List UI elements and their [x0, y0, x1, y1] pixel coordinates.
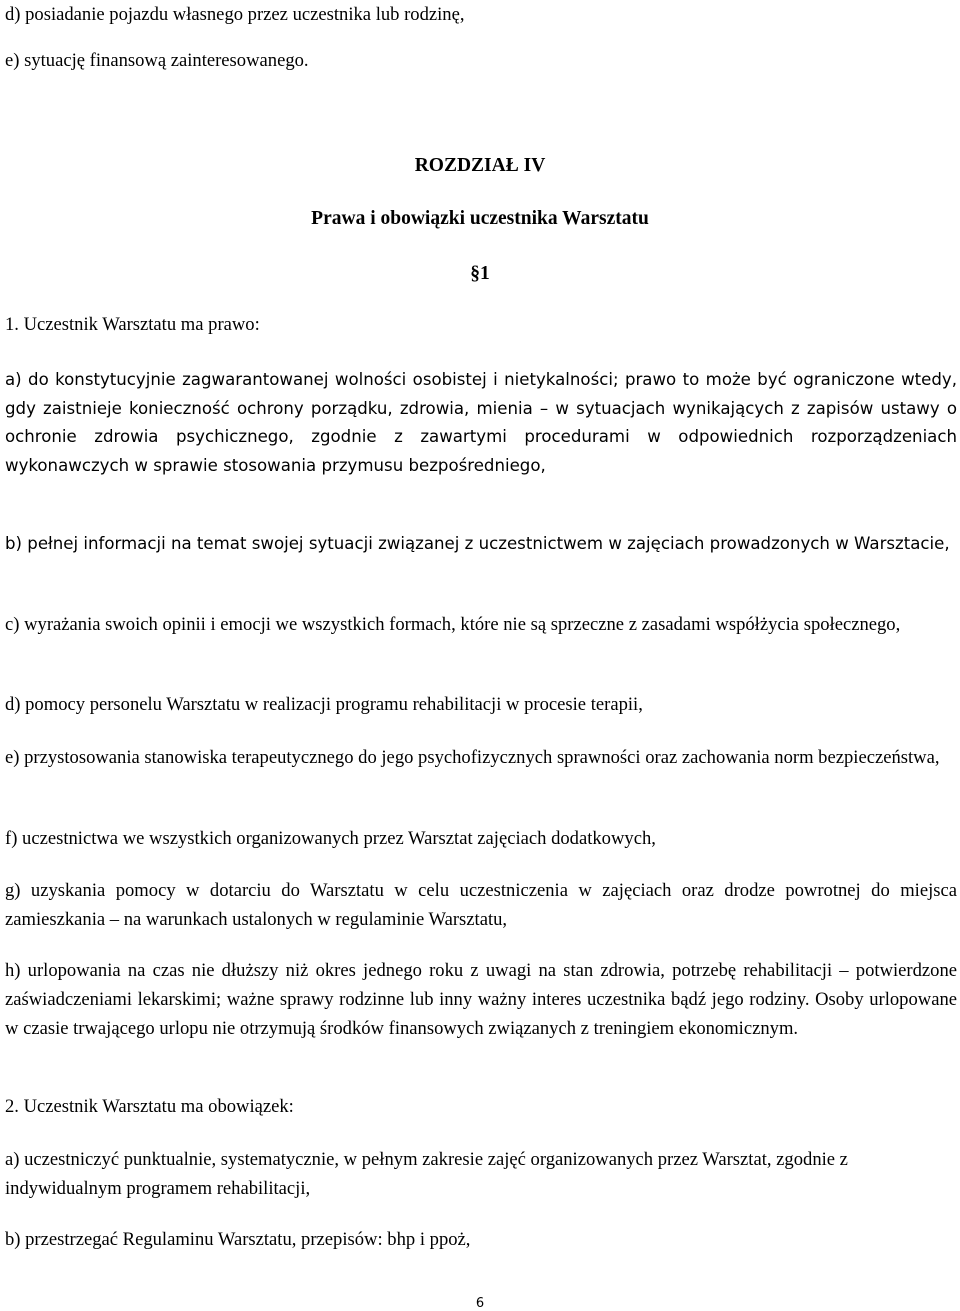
list-item-e-top: e) sytuację finansową zainteresowanego. — [5, 50, 309, 71]
point1-item-g: g) uzyskania pomocy w dotarciu do Warsztatu w celu uczestniczenia w zajęciach oraz drodze powrotnej do miejsca zamieszkania – na warunkach ustalonych w regulaminie Warsztatu, — [5, 880, 957, 930]
point1-item-b: b) pełnej informacji na temat swojej sytuacji związanej z uczestnictwem w zajęciach prowadzonych w Warsztacie, — [5, 534, 950, 553]
point1-item-d: d) pomocy personelu Warsztatu w realizacji programu rehabilitacji w procesie terapii, — [5, 694, 643, 715]
point1-item-e: e) przystosowania stanowiska terapeutycznego do jego psychofizycznych sprawności oraz zachowania norm bezpieczeństwa, — [5, 747, 940, 768]
point1-intro: 1. Uczestnik Warsztatu ma prawo: — [5, 314, 260, 335]
chapter-title: ROZDZIAŁ IV — [414, 155, 546, 176]
point2-intro: 2. Uczestnik Warsztatu ma obowiązek: — [5, 1096, 294, 1117]
point1-item-a: a) do konstytucyjnie zagwarantowanej wolności osobistej i nietykalności; prawo to może być ograniczone wtedy, gdy zaistnieje konieczność ochrony porządku, zdrowia, mienia – w sytuacjach wynikających z zapisów ustawy o ochronie zdrowia psychicznego, zgodnie z zawartymi procedurami w odpowiednich rozporządzeniach wykonawczych w sprawie stosowania przymusu bezpośredniego, — [5, 370, 957, 475]
chapter-subtitle: Prawa i obowiązki uczestnika Warsztatu — [311, 208, 649, 229]
page-number: 6 — [475, 1296, 485, 1311]
point1-item-h: h) urlopowania na czas nie dłuższy niż okres jednego roku z uwagi na stan zdrowia, potrzebę rehabilitacji – potwierdzone zaświadczeniami lekarskimi; ważne sprawy rodzinne lub inny ważny interes uczestnika bądź jego rodziny. Osoby urlopowane w czasie trwającego urlopu nie otrzymują środków finansowych związanych z treningiem ekonomicznym. — [5, 960, 957, 1039]
point1-item-c: c) wyrażania swoich opinii i emocji we wszystkich formach, które nie są sprzeczne z zasadami współżycia społecznego, — [5, 614, 901, 635]
list-item-d-top: d) posiadanie pojazdu własnego przez uczestnika lub rodzinę, — [5, 4, 465, 25]
point1-item-f: f) uczestnictwa we wszystkich organizowanych przez Warsztat zajęciach dodatkowych, — [5, 828, 656, 849]
section-mark: §1 — [470, 263, 490, 284]
point2-item-a: a) uczestniczyć punktualnie, systematycznie, w pełnym zakresie zajęć organizowanych przez Warsztat, zgodnie z indywidualnym programem rehabilitacji, — [5, 1149, 848, 1199]
point2-item-b: b) przestrzegać Regulaminu Warsztatu, przepisów: bhp i ppoż, — [5, 1229, 471, 1250]
